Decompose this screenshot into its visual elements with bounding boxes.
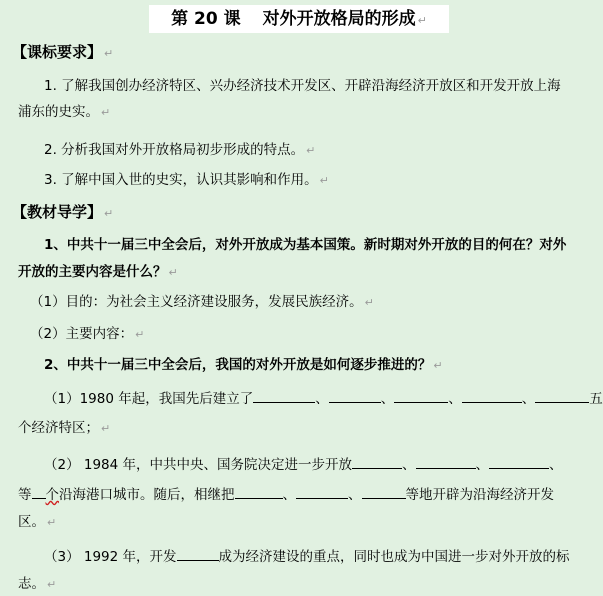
lesson-title [149,5,449,33]
fill-in-1992 [44,546,570,567]
section-heading-text: 【教材导学】 [12,203,103,221]
fill-in-1992-continued [18,574,56,595]
paragraph-mark-icon: ↵ [306,144,316,157]
separator: 、 [402,457,416,473]
answer-blank[interactable] [489,454,549,469]
section-heading-text: 【课标要求】 [12,43,103,61]
requirement-text: 浦东的史实。 [18,104,99,120]
fill-in-cities-end [18,512,56,533]
paragraph-mark-icon: ↵ [104,47,114,60]
paragraph-mark-icon: ↵ [47,516,57,529]
answer-blank[interactable] [535,388,589,403]
requirement-item-2 [44,140,315,161]
requirement-text: 2. 分析我国对外开放格局初步形成的特点。 [44,142,305,158]
separator: 、 [282,487,296,503]
fill-in-zones [44,388,603,409]
requirement-item-1-continued [18,102,110,123]
question-2 [44,355,443,376]
fill-in-text: 成为经济建设的重点，同时也成为中国进一步对外开放的标 [218,549,570,565]
fill-in-text: （2） 1984 年，中共中央、国务院决定进一步开放 [44,457,353,473]
paragraph-mark-icon: ↵ [104,207,114,220]
fill-in-text: 等地开辟为沿海经济开发 [405,487,554,503]
spellcheck-word: 个 [45,487,59,503]
answer-blank[interactable] [362,484,406,499]
requirement-item-1 [44,76,561,96]
separator: 、 [448,391,462,407]
paragraph-mark-icon: ↵ [101,106,111,119]
answer-blank[interactable] [253,388,315,403]
requirement-text: 1. 了解我国创办经济特区、兴办经济技术开发区、开辟沿海经济开放区和开发开放上海 [44,78,561,94]
lesson-name: 对外开放格局的形成 [262,9,416,29]
answer-blank[interactable] [329,388,381,403]
lesson-number: 第 20 课 [171,9,241,29]
answer-text: （1）目的：为社会主义经济建设服务，发展民族经济。 [30,294,363,310]
question-text: 1、中共十一届三中全会后，对外开放成为基本国策。新时期对外开放的目的何在？对外 [44,237,567,253]
fill-in-cities [44,454,563,475]
paragraph-mark-icon: ↵ [364,296,374,309]
fill-in-text: 个经济特区； [18,420,99,436]
question-1 [44,235,566,255]
fill-in-text: 区。 [18,514,45,530]
answer-blank[interactable] [416,454,476,469]
fill-in-text: 等 [18,487,32,503]
separator: 、 [521,391,536,407]
fill-in-text: 五 [589,391,603,407]
paragraph-mark-icon: ↵ [433,359,443,372]
section-heading-requirements [12,42,113,64]
fill-in-cities-continued [18,484,554,505]
paragraph-mark-icon: ↵ [135,328,145,341]
fill-in-text: （3） 1992 年，开发 [44,549,177,565]
answer-blank[interactable] [235,484,283,499]
question-text: 2、中共十一届三中全会后，我国的对外开放是如何逐步推进的？ [44,357,432,373]
answer-blank[interactable] [296,484,348,499]
answer-blank[interactable] [177,546,219,561]
question-1-continued [18,262,178,283]
separator: 、 [348,487,362,503]
answer-content [30,324,144,345]
separator: 、 [315,391,329,407]
answer-blank[interactable] [352,454,402,469]
paragraph-mark-icon: ↵ [47,578,57,591]
question-text: 开放的主要内容是什么？ [18,264,167,280]
fill-in-text: （1）1980 年起，我国先后建立了 [44,391,254,407]
requirement-item-3 [44,170,329,191]
answer-blank[interactable] [394,388,448,403]
paragraph-mark-icon: ↵ [101,422,111,435]
fill-in-zones-continued [18,418,110,439]
section-heading-guide [12,202,113,224]
paragraph-mark-icon: ↵ [168,266,178,279]
answer-text: （2）主要内容： [30,326,134,342]
answer-blank[interactable] [32,484,46,499]
paragraph-mark-icon: ↵ [417,14,427,27]
fill-in-text: 沿海港口城市。随后，相继把 [59,487,235,503]
separator: 、 [549,457,563,473]
answer-purpose [30,292,374,313]
requirement-text: 3. 了解中国入世的史实，认识其影响和作用。 [44,172,318,188]
paragraph-mark-icon: ↵ [319,174,329,187]
answer-blank[interactable] [462,388,522,403]
separator: 、 [475,457,490,473]
separator: 、 [380,391,395,407]
fill-in-text: 志。 [18,576,45,592]
